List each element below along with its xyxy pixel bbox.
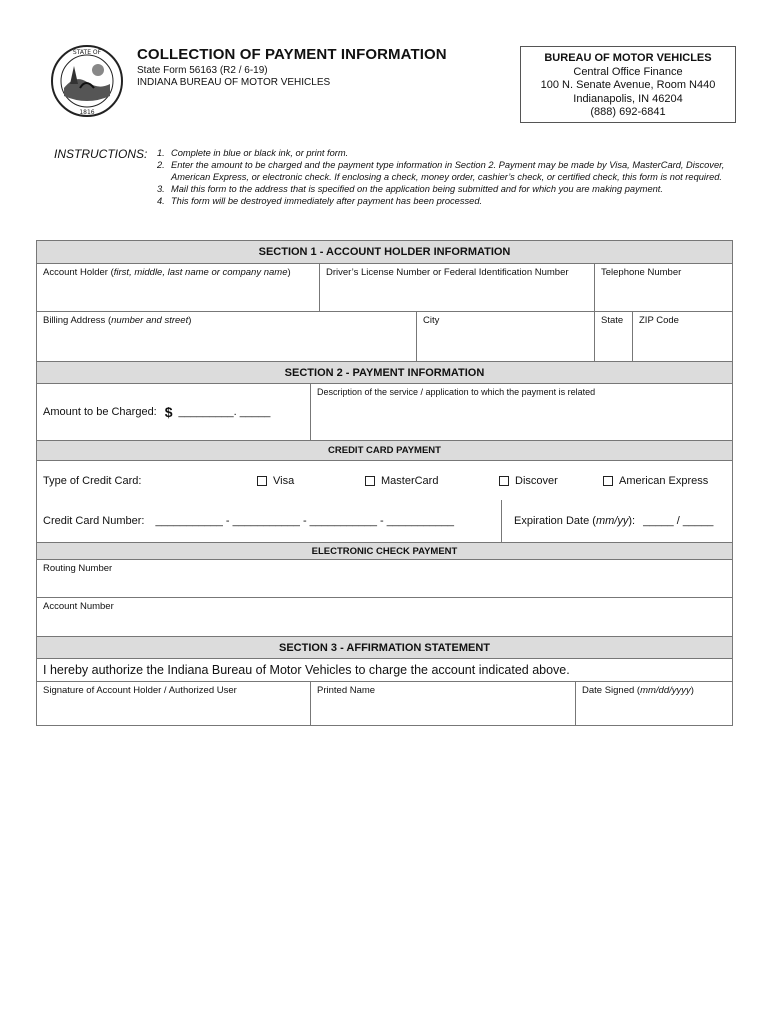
checkbox-icon: [499, 476, 509, 486]
signature-field[interactable]: Signature of Account Holder / Authorized User: [43, 685, 237, 696]
payment-form: [36, 240, 733, 726]
form-title: COLLECTION OF PAYMENT INFORMATION: [137, 46, 447, 63]
dollar-sign: $: [164, 404, 173, 420]
address-box: [520, 46, 736, 123]
address-street: 100 N. Senate Avenue, Room N440: [540, 79, 716, 91]
instruction-item: 2. Enter the amount to be charged and the payment type information in Section 2. Payment may be made by Visa, MasterCard, Discover, American Express, or electronic check. If enclosing a check, money order, cashier’s check, or certified check, this form is not required.: [157, 160, 725, 182]
service-description-field[interactable]: Description of the service / application to which the payment is related: [310, 384, 732, 440]
instruction-item: 1. Complete in blue or black ink, or print form.: [157, 148, 349, 158]
address-bureau: BUREAU OF MOTOR VEHICLES: [544, 52, 712, 64]
address-phone: (888) 692-6841: [590, 106, 666, 118]
state-field[interactable]: State: [594, 312, 632, 361]
address-city: Indianapolis, IN 46204: [573, 92, 683, 105]
checkbox-icon: [365, 476, 375, 486]
amex-checkbox[interactable]: American Express: [603, 475, 732, 487]
account-holder-field[interactable]: Account Holder (first, middle, last name or company name): [43, 267, 291, 278]
mastercard-checkbox[interactable]: MasterCard: [365, 475, 499, 487]
routing-number-field[interactable]: Routing Number: [43, 563, 113, 574]
agency-name: INDIANA BUREAU OF MOTOR VEHICLES: [137, 77, 331, 88]
card-type-label: Type of Credit Card:: [43, 474, 142, 487]
city-field[interactable]: City: [416, 312, 594, 361]
expiration-date-field[interactable]: Expiration Date ( mm/yy ): _____ / _____: [501, 500, 732, 542]
affirmation-statement: I hereby authorize the Indiana Bureau of Motor Vehicles to charge the account indicated above.: [43, 663, 570, 677]
instructions-list: [157, 147, 727, 207]
card-number-field[interactable]: Credit Card Number: ___________ - ___________ - ___________ - ___________: [43, 515, 455, 527]
echeck-header: ELECTRONIC CHECK PAYMENT: [37, 542, 732, 559]
instruction-item: 3. Mail this form to the address that is specified on the application being submitted and for which you are making payment.: [157, 184, 663, 194]
instruction-item: 4. This form will be destroyed immediately after payment has been processed.: [157, 196, 483, 206]
visa-checkbox[interactable]: Visa: [257, 475, 365, 487]
state-seal-logo: [50, 44, 124, 118]
svg-text:STATE OF: STATE OF: [72, 49, 102, 56]
section1-header: SECTION 1 - ACCOUNT HOLDER INFORMATION: [37, 241, 732, 263]
zip-code-field[interactable]: ZIP Code: [632, 312, 732, 361]
checkbox-icon: [603, 476, 613, 486]
svg-text:1816: 1816: [79, 109, 95, 116]
credit-card-header: CREDIT CARD PAYMENT: [37, 440, 732, 460]
checkbox-icon: [257, 476, 267, 486]
printed-name-field[interactable]: Printed Name: [310, 682, 575, 725]
section2-header: SECTION 2 - PAYMENT INFORMATION: [37, 361, 732, 383]
amount-field[interactable]: Amount to be Charged: $ _________. _____: [43, 404, 271, 420]
date-signed-field[interactable]: Date Signed (mm/dd/yyyy): [575, 682, 732, 725]
instructions-label: INSTRUCTIONS:: [54, 147, 148, 161]
discover-checkbox[interactable]: Discover: [499, 475, 603, 487]
billing-address-field[interactable]: Billing Address (number and street): [43, 315, 192, 326]
license-number-field[interactable]: Driver’s License Number or Federal Identification Number: [319, 264, 594, 311]
telephone-field[interactable]: Telephone Number: [594, 264, 732, 311]
form-number: State Form 56163 (R2 / 6-19): [137, 65, 268, 76]
section3-header: SECTION 3 - AFFIRMATION STATEMENT: [37, 636, 732, 658]
address-office: Central Office Finance: [573, 65, 683, 78]
account-number-field[interactable]: Account Number: [43, 601, 114, 612]
